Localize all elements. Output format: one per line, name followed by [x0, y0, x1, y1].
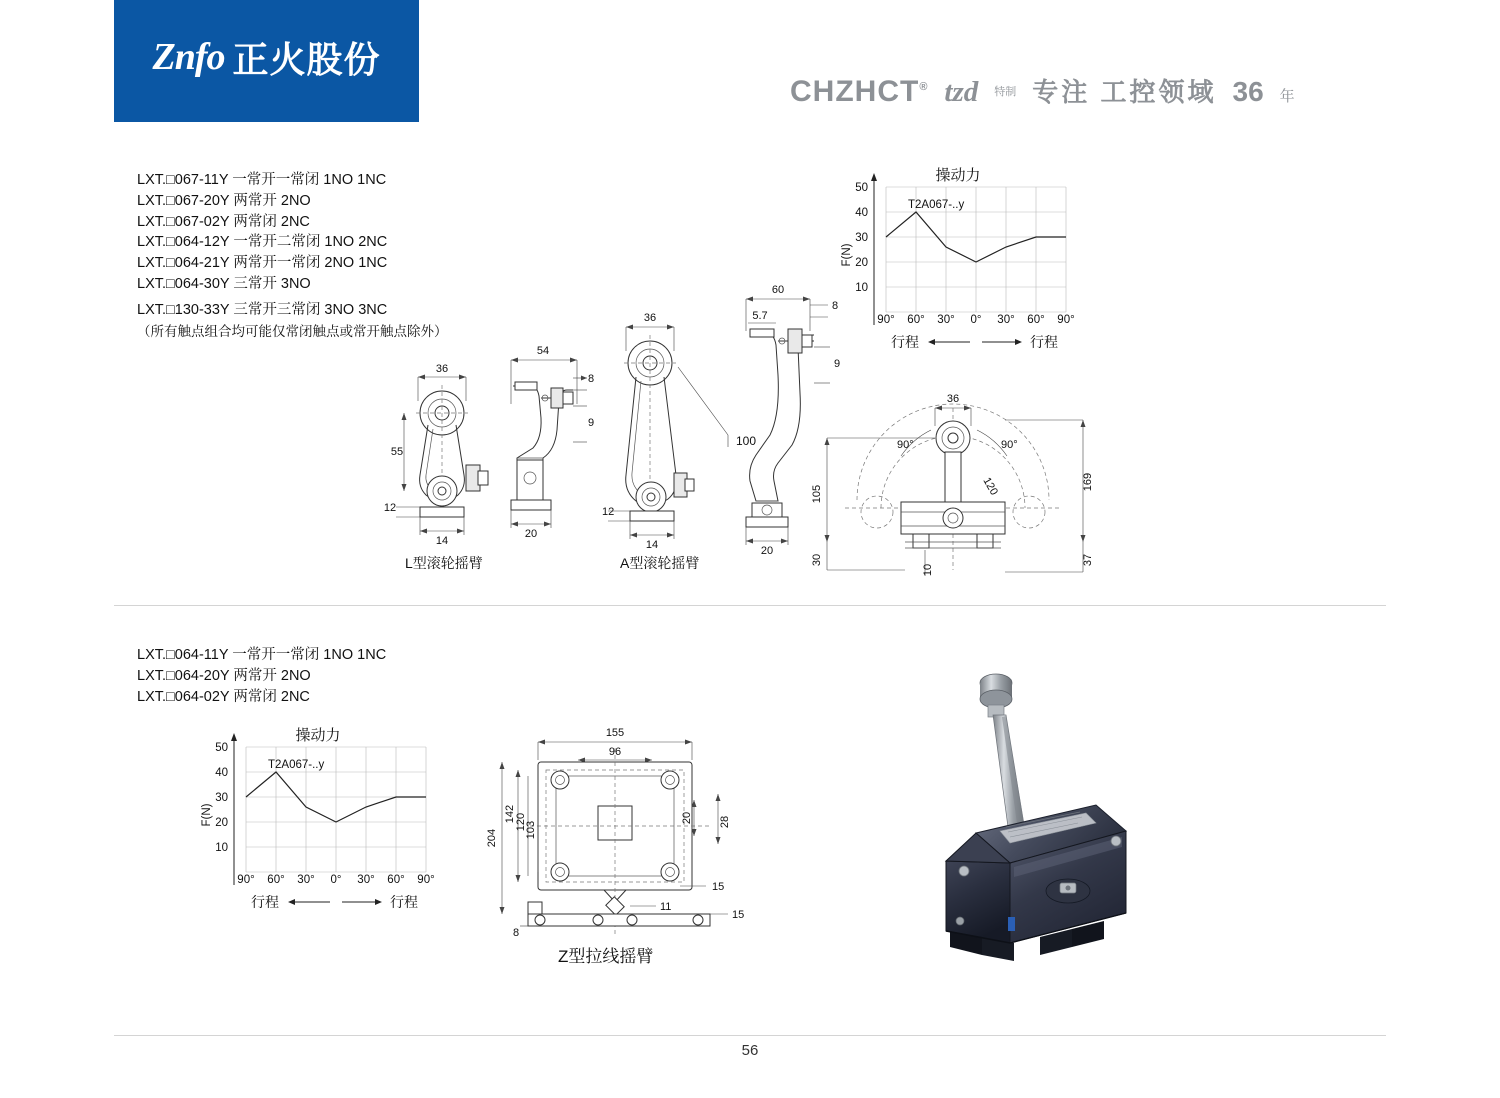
dimension-36: 36 [435, 363, 449, 375]
dimension-8: 8 [832, 300, 839, 312]
y-tick: 30 [855, 232, 868, 244]
x-tick: 30° [357, 874, 375, 886]
dimension-37: 37 [1082, 553, 1094, 567]
brand-sub-name: tzd [944, 76, 979, 108]
dimension-54: 54 [536, 345, 550, 357]
registered-mark-icon: ® [919, 81, 929, 93]
product-photo-limit-switch [890, 655, 1210, 985]
x-tick: 90° [877, 314, 895, 326]
figure-z-type-drawing [480, 718, 780, 948]
dimension-10: 10 [922, 563, 934, 577]
dimension-100: 100 [736, 434, 757, 448]
x-tick: 60° [387, 874, 405, 886]
series-label: T2A067-..y [908, 199, 965, 211]
spec-group-130 [137, 300, 448, 342]
angle-90-right: 90° [1001, 439, 1018, 451]
dimension-20: 20 [681, 811, 693, 825]
y-tick: 40 [215, 767, 228, 779]
x-tick: 60° [267, 874, 285, 886]
chart-operating-force-bottom [190, 725, 450, 920]
figure-plan-view-rotation [805, 390, 1105, 590]
spec-group-064 [137, 232, 387, 295]
figure-l-type-side-view [495, 338, 615, 553]
x-tick: 30° [937, 314, 955, 326]
caption-z-type: Z型拉线摇臂 [558, 947, 654, 966]
brand-sub-note: 特制 [994, 86, 1017, 98]
y-tick: 50 [855, 182, 868, 194]
dimension-20: 20 [760, 545, 774, 557]
brand-years: 36 [1232, 76, 1264, 107]
dimension-12: 12 [602, 506, 615, 518]
brand-slogan: 专注 工控领域 [1032, 77, 1217, 107]
dimension-15: 15 [732, 909, 745, 921]
dimension-155: 155 [605, 727, 625, 739]
logo-latin-text: Znfo [152, 36, 225, 78]
x-tick: 60° [1027, 314, 1045, 326]
dimension-14: 14 [435, 535, 449, 547]
page-header [0, 0, 1500, 122]
y-tick: 30 [215, 792, 228, 804]
spec-line: LXT.□064-30Y 三常开 3NO [137, 276, 311, 292]
caption-l-type: L型滚轮摇臂 [405, 555, 483, 571]
dimension-30: 30 [811, 553, 823, 567]
section-divider-2 [114, 1035, 1386, 1036]
dimension-120: 120 [515, 812, 527, 832]
series-label: T2A067-..y [268, 759, 325, 771]
page-number: 56 [741, 1042, 759, 1059]
dimension-9: 9 [834, 358, 841, 370]
header-branding [790, 72, 1295, 109]
x-axis-label-right: 行程 [390, 894, 418, 910]
angle-90-left: 90° [897, 439, 914, 451]
x-tick: 0° [970, 314, 982, 326]
dimension-204: 204 [486, 828, 498, 848]
dimension-103: 103 [525, 820, 537, 840]
spec-line: LXT.□064-20Y 两常开 2NO [137, 668, 311, 684]
dimension-9: 9 [587, 417, 595, 429]
dimension-142: 142 [504, 804, 516, 824]
dimension-96: 96 [608, 746, 622, 758]
x-tick: 30° [997, 314, 1015, 326]
section-divider-1 [114, 605, 1386, 606]
spec-line: LXT.□064-12Y 一常开二常闭 1NO 2NC [137, 234, 388, 250]
spec-line: LXT.□067-11Y 一常开一常闭 1NO 1NC [137, 172, 387, 188]
logo-chinese-text: 正火股份 [232, 38, 381, 80]
x-tick: 0° [330, 874, 342, 886]
dimension-8: 8 [512, 927, 520, 939]
dimension-36: 36 [643, 312, 657, 324]
spec-note: （所有触点组合均可能仅常闭触点或常开触点除外） [137, 324, 448, 339]
y-tick: 20 [855, 257, 868, 269]
y-tick: 10 [855, 282, 868, 294]
dimension-105: 105 [811, 484, 823, 504]
chart-operating-force-top [830, 165, 1090, 360]
x-tick: 90° [237, 874, 255, 886]
x-tick: 90° [1057, 314, 1075, 326]
brand-year-unit: 年 [1279, 88, 1295, 105]
spec-group-067 [137, 170, 386, 233]
brand-name: CHZHCT® [790, 75, 929, 108]
spec-group-064-z [137, 645, 386, 708]
dimension-15: 15 [712, 881, 725, 893]
x-tick: 90° [417, 874, 435, 886]
x-axis-label-left: 行程 [251, 894, 279, 910]
caption-a-type: A型滚轮摇臂 [620, 555, 700, 571]
x-axis-label-right: 行程 [1030, 334, 1058, 350]
y-tick: 10 [215, 842, 228, 854]
spec-line: LXT.□067-20Y 两常开 2NO [137, 193, 311, 209]
y-axis-label: F(N) [201, 803, 213, 827]
spec-line: LXT.□064-02Y 两常闭 2NC [137, 689, 310, 705]
dimension-11: 11 [660, 901, 672, 913]
company-logo [114, 0, 419, 122]
dimension-60: 60 [771, 284, 785, 296]
chart-title: 操动力 [935, 167, 981, 184]
dimension-28: 28 [719, 815, 731, 829]
y-tick: 50 [215, 742, 228, 754]
x-axis-label-left: 行程 [891, 334, 919, 350]
dimension-20: 20 [524, 528, 538, 540]
spec-line: LXT.□067-02Y 两常闭 2NC [137, 214, 310, 230]
dimension-12: 12 [383, 502, 397, 514]
spec-line: LXT.□064-11Y 一常开一常闭 1NO 1NC [137, 647, 387, 663]
x-tick: 60° [907, 314, 925, 326]
dimension-120: 120 [980, 475, 1000, 498]
dimension-169: 169 [1082, 472, 1094, 492]
dimension-5-7: 5.7 [752, 310, 768, 322]
dimension-55: 55 [390, 446, 404, 458]
dimension-8: 8 [587, 373, 595, 385]
spec-line: LXT.□064-21Y 两常开一常闭 2NO 1NC [137, 255, 388, 271]
dimension-36: 36 [946, 393, 960, 405]
y-tick: 40 [855, 207, 868, 219]
y-axis-label: F(N) [841, 243, 853, 267]
y-tick: 20 [215, 817, 228, 829]
spec-line: LXT.□130-33Y 三常开三常闭 3NO 3NC [137, 302, 388, 318]
x-tick: 30° [297, 874, 315, 886]
chart-title: 操动力 [295, 727, 341, 744]
dimension-14: 14 [645, 539, 659, 551]
